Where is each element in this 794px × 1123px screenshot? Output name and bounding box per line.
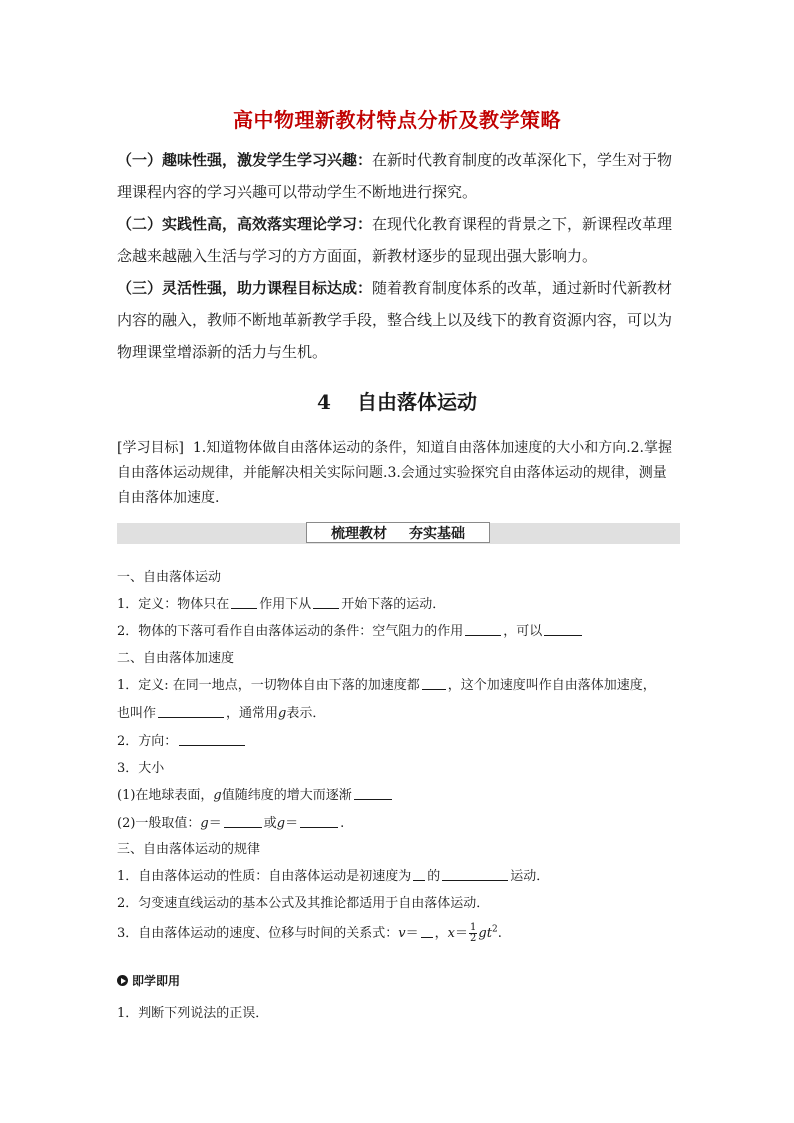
fraction-one-half [469, 923, 477, 944]
section-number: 4 [317, 390, 331, 414]
symbol-g: g [276, 816, 286, 831]
text-fragment: 1．自由落体运动的性质：自由落体运动是初速度为 [117, 869, 412, 884]
direction-line [117, 730, 247, 749]
condition-line [117, 620, 584, 639]
text-fragment: 的 [427, 869, 441, 884]
learning-goals [117, 436, 680, 511]
intro-text: 随着教育制度体系的改革，通过新时代新教材内容的融入，教师不断地革新教学手段，整合线上以及线下的教育资源内容，可以为物理课堂增添新的活力与生机。 [117, 279, 673, 361]
intro-paragraph-2 [117, 208, 682, 272]
question-line: 1．判断下列说法的正误． [117, 1006, 269, 1021]
fraction-denominator: 2 [470, 933, 477, 944]
subsection-title: 三、自由落体运动的规律 [117, 842, 261, 857]
subsection-title: 二、自由落体加速度 [117, 651, 235, 666]
fill-blank[interactable] [544, 622, 582, 636]
text-fragment: ，通常用 [226, 706, 279, 721]
text-fragment: . [340, 816, 345, 831]
text-fragment: 3．自由落体运动的速度、位移与时间的关系式： [117, 926, 399, 941]
fill-blank[interactable] [465, 622, 501, 636]
banner-left-text: 梳理教材 [331, 525, 387, 542]
text-fragment: 开始下落的运动． [341, 597, 446, 612]
intro-text: 在现代化教育课程的背景之下，新课程改革理念越来越融入生活与学习的方方面面，新教材逐步的显现出强大影响力。 [117, 215, 673, 265]
magnitude-detail-2 [117, 812, 344, 831]
fill-blank[interactable] [442, 867, 508, 881]
symbol-g: g [213, 788, 222, 803]
text-fragment: 也叫作 [117, 706, 157, 721]
symbol-g: g [200, 816, 209, 831]
text-fragment: 1．定义：物体只在 [117, 597, 230, 612]
play-circle-icon [117, 975, 128, 986]
symbol-v: v [398, 926, 406, 941]
symbol-x: x [447, 926, 456, 941]
text-fragment: ，可以 [503, 624, 543, 639]
fill-blank[interactable] [354, 786, 392, 800]
definition-line [117, 674, 656, 693]
formula-applicability-line: 2．匀变速直线运动的基本公式及其推论都适用于自由落体运动． [117, 896, 490, 911]
page-title: 高中物理新教材特点分析及教学策略 [233, 108, 561, 132]
banner-label-box [306, 522, 490, 543]
symbol-g: g [278, 706, 287, 721]
intro-text: 在新时代教育制度的改革深化下，学生对于物理课程内容的学习兴趣可以带动学生不断地进行探究。 [117, 151, 673, 201]
subsection-title: 一、自由落体运动 [117, 570, 222, 585]
text-fragment: 值随纬度的增大而逐渐 [221, 788, 352, 803]
fill-blank[interactable] [422, 676, 446, 690]
fill-blank[interactable] [421, 924, 433, 938]
fill-blank[interactable] [158, 704, 224, 718]
text-fragment: 作用下从 [259, 597, 312, 612]
fill-blank[interactable] [313, 595, 339, 609]
exponent: 2 [491, 924, 498, 935]
text-fragment: 或 [263, 816, 277, 831]
fill-blank[interactable] [179, 732, 245, 746]
practice-heading [117, 972, 180, 989]
text-fragment: . [497, 926, 502, 941]
text-fragment: 表示． [286, 706, 326, 721]
symbol-gt: gt [478, 926, 492, 941]
magnitude-detail-1 [117, 784, 394, 803]
intro-lead: （三）灵活性强，助力课程目标达成： [117, 279, 373, 297]
property-line [117, 865, 549, 884]
text-fragment: 2．物体的下落可看作自由落体运动的条件：空气阻力的作用 [117, 624, 464, 639]
fill-blank[interactable] [224, 814, 262, 828]
practice-title: 即学即用 [132, 974, 181, 988]
intro-paragraph-1 [117, 144, 682, 208]
text-fragment: ，这个加速度叫作自由落体加速度， [447, 678, 656, 693]
definition-line [117, 593, 445, 612]
goals-text: 1.知道物体做自由落体运动的条件，知道自由落体加速度的大小和方向.2.掌握自由落体运动规律，并能解决相关实际问题.3.会通过实验探究自由落体运动的规律，测量自由落体加速度. [117, 440, 673, 506]
fill-blank[interactable] [300, 814, 338, 828]
definition-line-cont [117, 702, 325, 721]
equals-sign: ＝ [455, 926, 469, 941]
text-fragment: ＝ [285, 816, 299, 831]
banner-right-text: 夯实基础 [409, 525, 465, 542]
text-fragment: (2)一般取值： [117, 816, 201, 831]
section-heading [0, 386, 794, 415]
intro-lead: （一）趣味性强，激发学生学习兴趣： [117, 151, 373, 169]
relation-formula-line [117, 922, 502, 944]
separator: ， [434, 926, 448, 941]
text-fragment: 运动． [510, 869, 550, 884]
text-fragment: 1．定义: 在同一地点，一切物体自由下落的加速度都 [117, 678, 420, 693]
magnitude-line: 3．大小 [117, 761, 165, 776]
section-title: 自由落体运动 [356, 390, 477, 414]
fraction-numerator: 1 [470, 922, 477, 933]
fill-blank[interactable] [231, 595, 257, 609]
equals-sign: ＝ [405, 926, 419, 941]
section-banner [117, 523, 680, 544]
goals-label: [学习目标] [117, 440, 184, 456]
text-fragment: (1)在地球表面， [117, 788, 214, 803]
intro-lead: （二）实践性高，高效落实理论学习： [117, 215, 373, 233]
text-fragment: ＝ [208, 816, 222, 831]
fill-blank[interactable] [413, 867, 425, 881]
intro-paragraph-3 [117, 272, 682, 368]
text-fragment: 2．方向： [117, 734, 178, 749]
